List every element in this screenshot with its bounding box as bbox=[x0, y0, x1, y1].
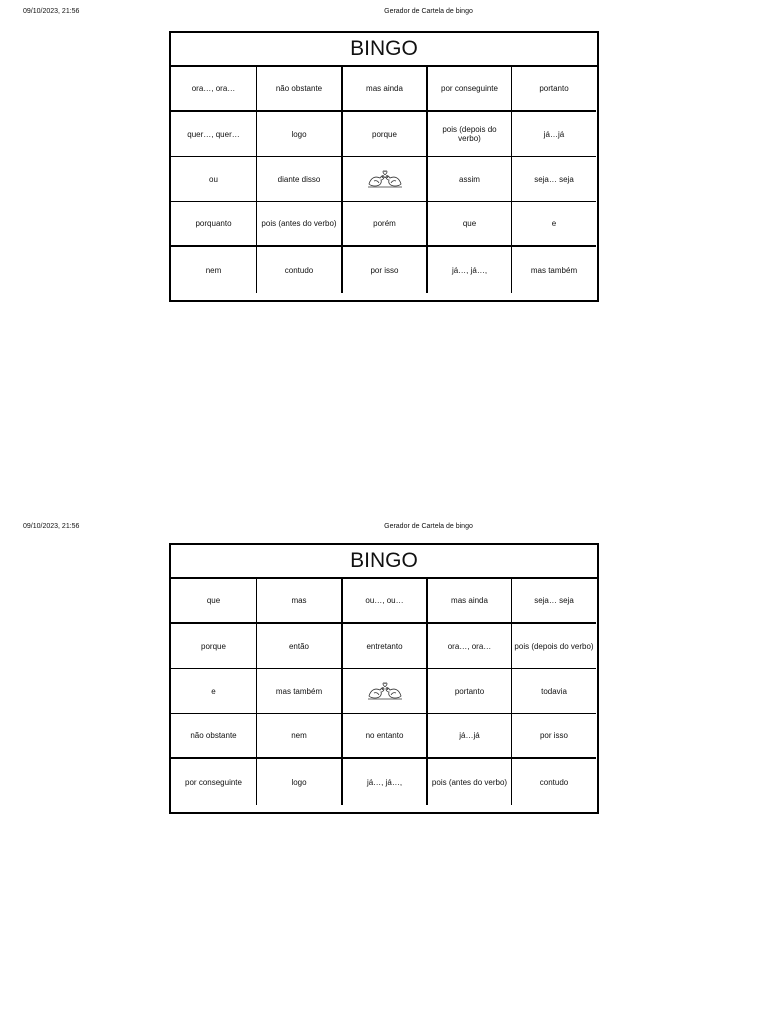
bingo-cell: pois (depois do verbo) bbox=[511, 624, 596, 669]
bingo-cell: e bbox=[171, 669, 256, 714]
bingo-cell: mas ainda bbox=[341, 67, 426, 112]
bingo-cell: por isso bbox=[511, 714, 596, 759]
bingo-cell: que bbox=[171, 579, 256, 624]
bingo-cell: já…, já…, bbox=[426, 247, 511, 293]
bingo-cell: portanto bbox=[511, 67, 596, 112]
bingo-cell: mas também bbox=[256, 669, 341, 714]
bingo-cell: já…, já…, bbox=[341, 759, 426, 805]
bingo-cell: pois (antes do verbo) bbox=[256, 202, 341, 247]
bingo-cell: quer…, quer… bbox=[171, 112, 256, 157]
bingo-cell: portanto bbox=[426, 669, 511, 714]
bingo-cell: e bbox=[511, 202, 596, 247]
bingo-cell: nem bbox=[256, 714, 341, 759]
free-space-cell bbox=[341, 157, 426, 202]
bingo-cell: porém bbox=[341, 202, 426, 247]
bingo-cell: porquanto bbox=[171, 202, 256, 247]
bingo-cell: pois (antes do verbo) bbox=[426, 759, 511, 805]
bingo-cell: por isso bbox=[341, 247, 426, 293]
bingo-cell: nem bbox=[205, 265, 222, 275]
timestamp: 09/10/2023, 21:56 bbox=[23, 523, 80, 530]
bingo-grid bbox=[171, 67, 597, 293]
two-birds-icon bbox=[366, 681, 404, 701]
bingo-cell: por conseguinte bbox=[426, 67, 511, 112]
bingo-cell: logo bbox=[256, 112, 341, 157]
bingo-cell: todavia bbox=[511, 669, 596, 714]
timestamp: 09/10/2023, 21:56 bbox=[23, 8, 80, 15]
bingo-cell: contudo bbox=[511, 759, 596, 805]
bingo-cell: diante disso bbox=[256, 157, 341, 202]
bingo-cell: logo bbox=[256, 759, 341, 805]
bingo-cell: ora…, ora… bbox=[426, 624, 511, 669]
bingo-cell: assim bbox=[426, 157, 511, 202]
bingo-cell: não obstante bbox=[256, 67, 341, 112]
card-title: BINGO bbox=[171, 545, 597, 579]
bingo-cell: então bbox=[256, 624, 341, 669]
bingo-cell: contudo bbox=[256, 247, 341, 293]
bingo-cell: mas também bbox=[511, 247, 596, 293]
bingo-cell: ora…, ora… bbox=[171, 67, 256, 112]
bingo-cell: entretanto bbox=[341, 624, 426, 669]
two-birds-icon bbox=[366, 169, 404, 189]
bingo-grid bbox=[171, 579, 597, 805]
bingo-card bbox=[169, 31, 599, 302]
bingo-cell: porque bbox=[171, 624, 256, 669]
bingo-cell: ou bbox=[171, 157, 256, 202]
bingo-cell: pois (depois do verbo) bbox=[426, 112, 511, 157]
bingo-cell: não obstante bbox=[171, 714, 256, 759]
bingo-cell: seja… seja bbox=[511, 579, 596, 624]
document-title: Gerador de Cartela de bingo bbox=[384, 523, 473, 530]
free-space-cell bbox=[341, 669, 426, 714]
page-header bbox=[0, 5, 768, 19]
bingo-cell: por conseguinte bbox=[185, 777, 242, 787]
bingo-cell: porque bbox=[341, 112, 426, 157]
bingo-cell: ou…, ou… bbox=[341, 579, 426, 624]
bingo-card bbox=[169, 543, 599, 814]
bingo-cell: seja… seja bbox=[511, 157, 596, 202]
page-header bbox=[0, 520, 768, 534]
bingo-cell: já…já bbox=[511, 112, 596, 157]
bingo-cell: mas ainda bbox=[426, 579, 511, 624]
bingo-cell: mas bbox=[256, 579, 341, 624]
bingo-cell: no entanto bbox=[341, 714, 426, 759]
document-title: Gerador de Cartela de bingo bbox=[384, 8, 473, 15]
card-title: BINGO bbox=[171, 33, 597, 67]
bingo-cell: que bbox=[426, 202, 511, 247]
bingo-cell: já…já bbox=[426, 714, 511, 759]
